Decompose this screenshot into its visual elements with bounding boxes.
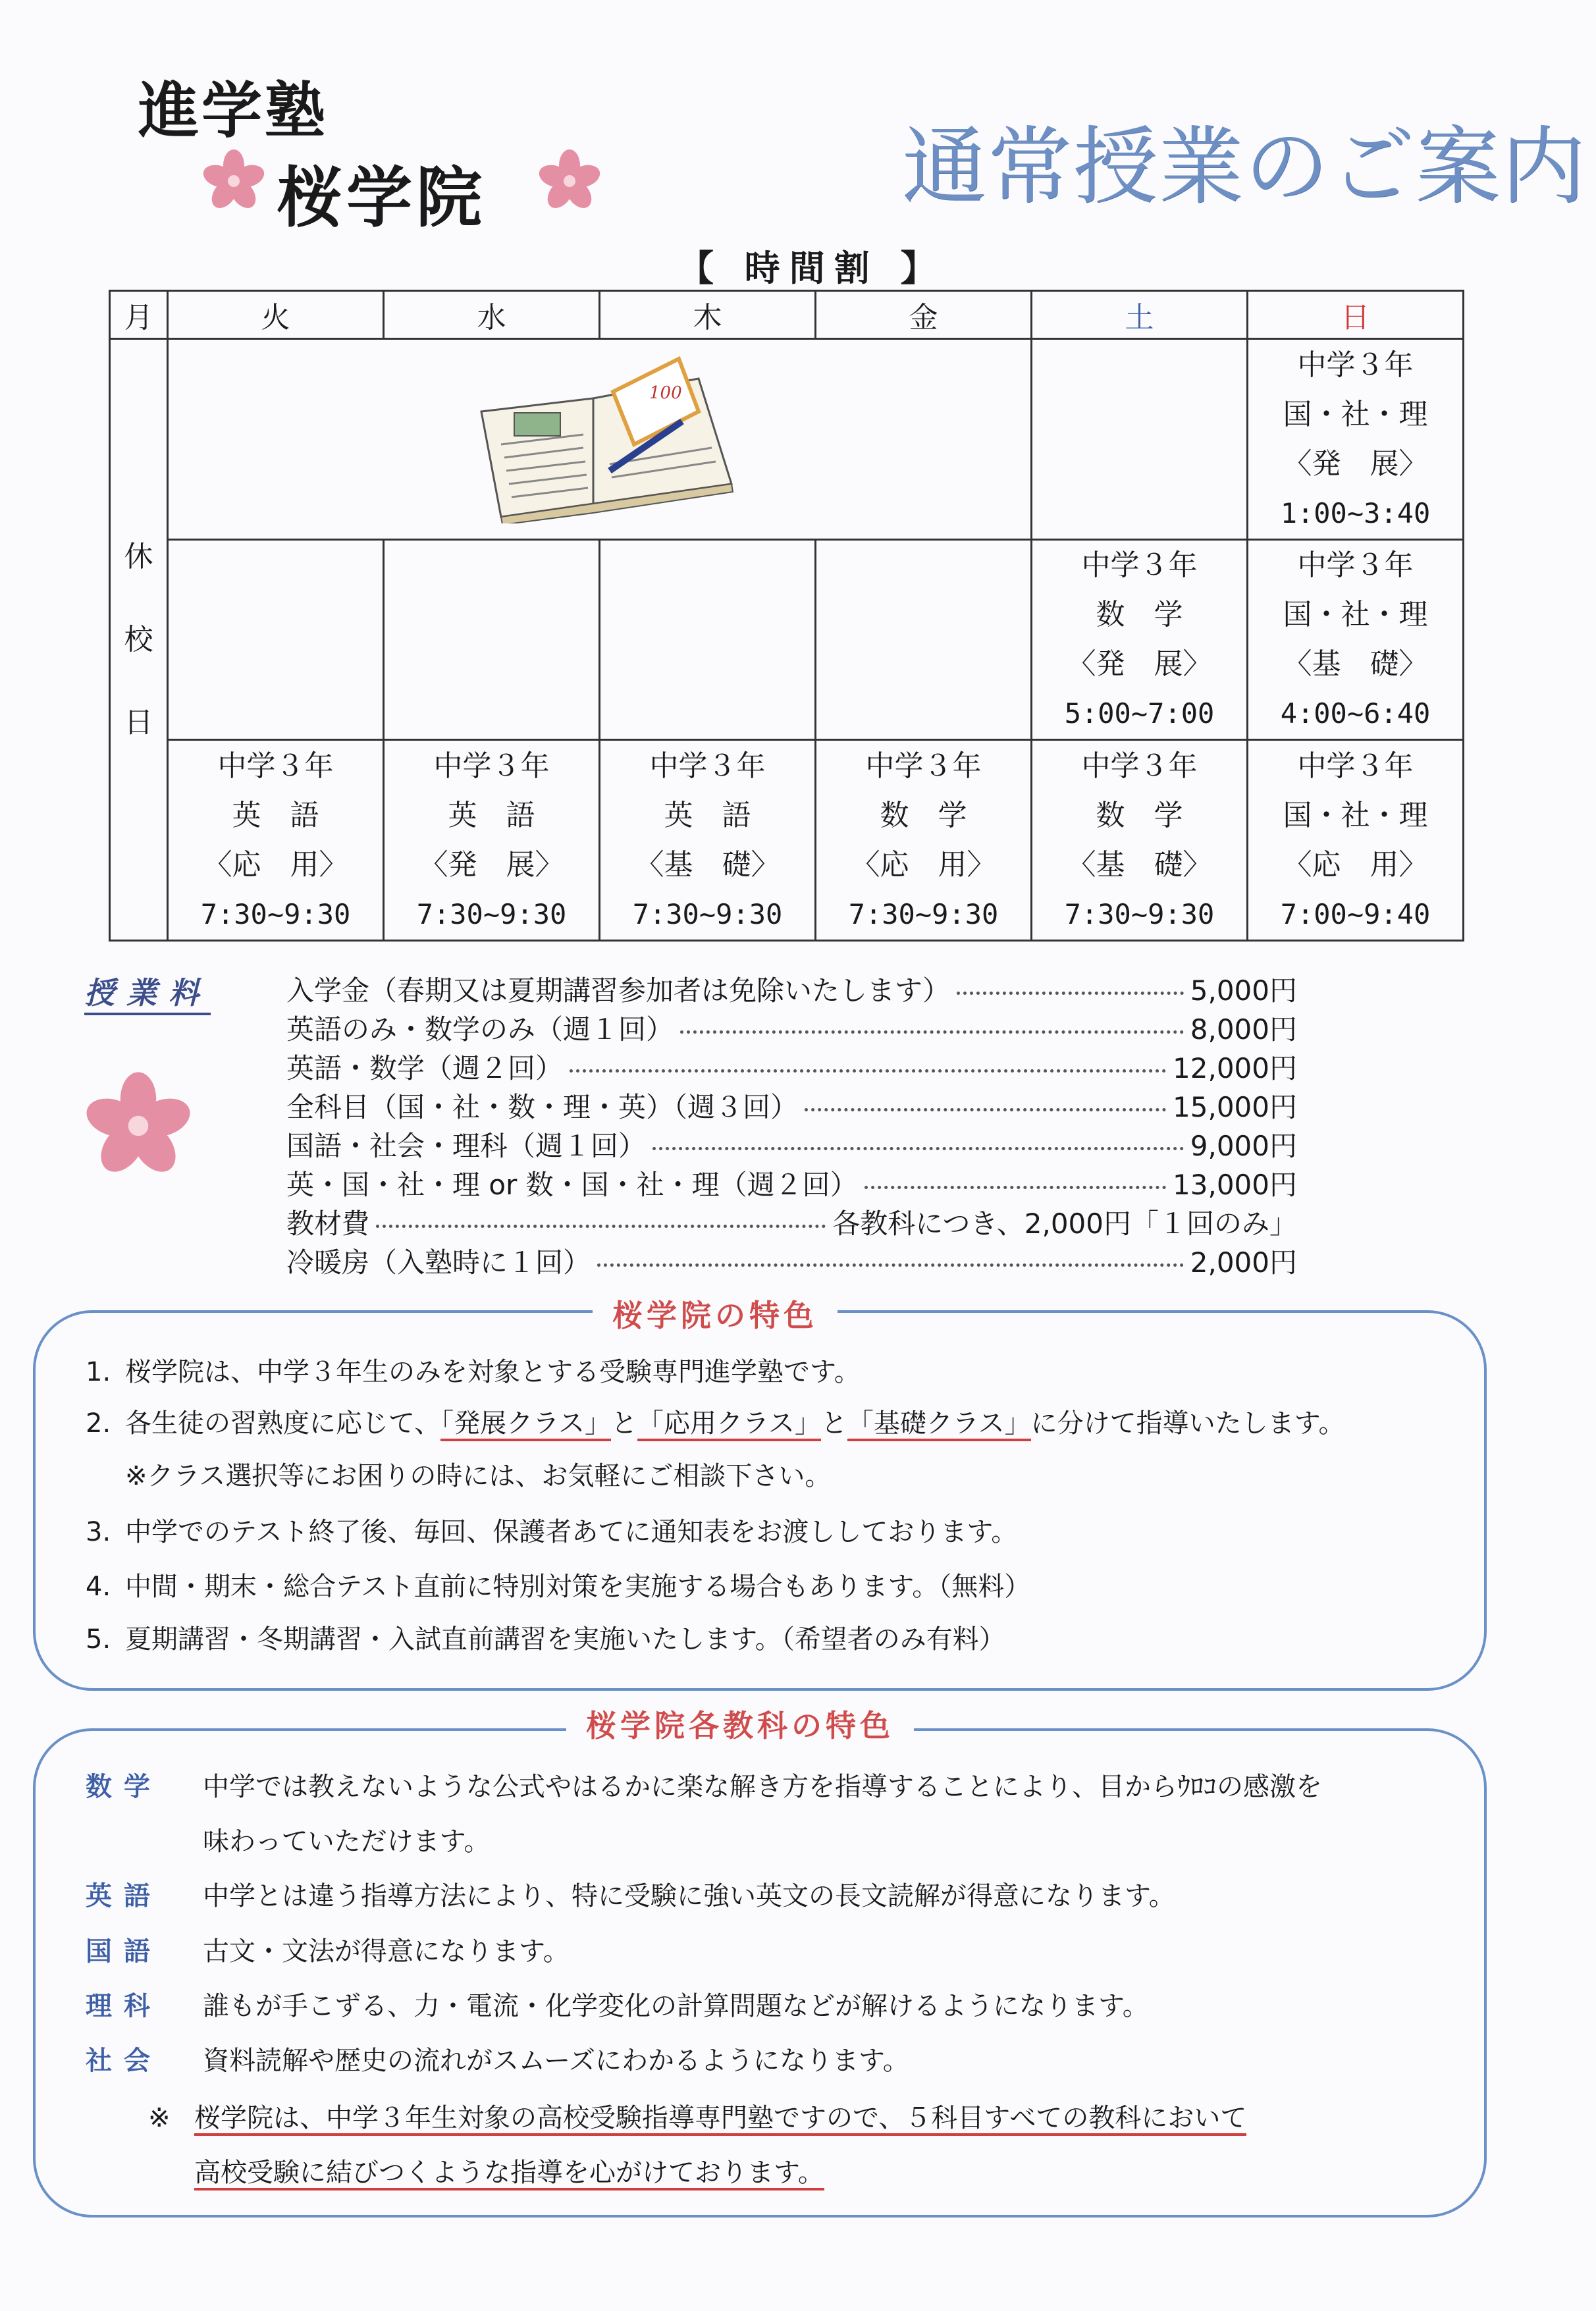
timetable-cell-empty	[600, 539, 816, 739]
subject-item-social: 社会 資料読解や歴史の流れがスムーズにわかるようになります。	[86, 2046, 909, 2076]
fee-row: 英・国・社・理 or 数・国・社・理（週２回） 13,000円	[286, 1169, 1297, 1201]
timetable-cell: 中学３年 英 語 〈基 礎〉 7:30~9:30	[600, 739, 816, 940]
score-text: 100	[649, 383, 682, 403]
timetable-cell: 中学３年 数 学 〈発 展〉 5:00~7:00	[1032, 539, 1248, 739]
subjects-title: 桜学院各教科の特色	[566, 1702, 914, 1745]
timetable-cell: 中学３年 数 学 〈基 礎〉 7:30~9:30	[1032, 739, 1248, 940]
feature-item: 2. 各生徒の習熟度に応じて、「発展クラス」と「応用クラス」と「基礎クラス」に分けて指導いたします。	[86, 1402, 1344, 1440]
subject-item-math-cont: 味わっていただけます。	[203, 1826, 491, 1857]
school-name: 桜学院	[277, 159, 486, 236]
subject-item-math: 数学 中学では教えないような公式やはるかに楽な解き方を指導することにより、目からｳﾛｺの感激を	[86, 1772, 1322, 1802]
day-header: 水	[384, 291, 600, 339]
closed-char: 休	[124, 539, 153, 573]
timetable-cell-empty	[816, 539, 1032, 739]
feature-note: ※クラス選択等にお困りの時には、お気軽にご相談下さい。	[125, 1461, 832, 1491]
closed-char: 校	[124, 622, 153, 656]
timetable-title: 【 時間割 】	[678, 248, 945, 289]
timetable-cell: 中学３年 英 語 〈発 展〉 7:30~9:30	[384, 739, 600, 940]
feature-item: 3. 中学でのテスト終了後、毎回、保護者あてに通知表をお渡ししております。	[86, 1517, 1018, 1547]
main-title: 通常授業のご案内	[902, 118, 1587, 216]
book-illustration-cell	[168, 339, 1032, 539]
cram-school-label: 進学塾	[138, 75, 329, 146]
fee-row: 国語・社会・理科（週１回） 9,000円	[286, 1130, 1297, 1162]
feature-item: 1. 桜学院は、中学３年生のみを対象とする受験専門進学塾です。	[86, 1357, 861, 1387]
day-header: 木	[600, 291, 816, 339]
features-title: 桜学院の特色	[593, 1292, 838, 1335]
day-header-saturday: 土	[1032, 291, 1248, 339]
fee-row: 入学金（春期又は夏期講習参加者は免除いたします） 5,000円	[286, 974, 1297, 1007]
timetable-cell: 中学３年 英 語 〈応 用〉 7:30~9:30	[168, 739, 384, 940]
fee-row: 冷暖房（入塾時に１回） 2,000円	[286, 1246, 1297, 1279]
monday-closed-cell	[110, 339, 168, 941]
fee-row: 英語・数学（週２回） 12,000円	[286, 1052, 1297, 1084]
timetable-cell-empty	[168, 539, 384, 739]
fee-row: 全科目（国・社・数・理・英）（週３回） 15,000円	[286, 1091, 1297, 1123]
feature-item: 4. 中間・期末・総合テスト直前に特別対策を実施する場合もあります。（無料）	[86, 1572, 1031, 1602]
subjects-note: ※ 桜学院は、中学３年生対象の高校受験指導専門塾ですので、５科目すべての教科において	[148, 2097, 1246, 2135]
closed-char: 日	[124, 705, 153, 739]
day-header: 金	[816, 291, 1032, 339]
timetable-cell: 中学３年 国・社・理 〈基 礎〉 4:00~6:40	[1248, 539, 1464, 739]
fee-heading: 授業料	[84, 969, 211, 1015]
subjects-note-cont: 高校受験に結びつくような指導を心がけております。	[194, 2152, 824, 2189]
subject-item-japanese: 国語 古文・文法が得意になります。	[86, 1936, 570, 1967]
fee-row: 教材費 各教科につき、2,000円「１回のみ」	[286, 1208, 1297, 1240]
sakura-flower-icon	[82, 1070, 194, 1182]
day-header: 火	[168, 291, 384, 339]
timetable	[109, 290, 1464, 942]
timetable-cell: 中学３年 国・社・理 〈応 用〉 7:00~9:40	[1248, 739, 1464, 940]
sakura-flower-icon	[537, 148, 602, 214]
timetable-cell: 中学３年 数 学 〈応 用〉 7:30~9:30	[816, 739, 1032, 940]
day-header: 月	[110, 291, 168, 339]
fee-row: 英語のみ・数学のみ（週１回） 8,000円	[286, 1013, 1297, 1046]
timetable-cell-empty	[1032, 339, 1248, 539]
day-header-sunday: 日	[1248, 291, 1464, 339]
book-and-pencil-icon	[462, 352, 738, 523]
timetable-cell-empty	[384, 539, 600, 739]
subject-item-science: 理科 誰もが手こずる、力・電流・化学変化の計算問題などが解けるようになります。	[86, 1991, 1149, 2021]
subject-item-english: 英語 中学とは違う指導方法により、特に受験に強い英文の長文読解が得意になります。	[86, 1881, 1175, 1911]
timetable-cell: 中学３年 国・社・理 〈発 展〉 1:00~3:40	[1248, 339, 1464, 539]
feature-item: 5. 夏期講習・冬期講習・入試直前講習を実施いたします。（希望者のみ有料）	[86, 1624, 1005, 1655]
sakura-flower-icon	[201, 148, 267, 214]
